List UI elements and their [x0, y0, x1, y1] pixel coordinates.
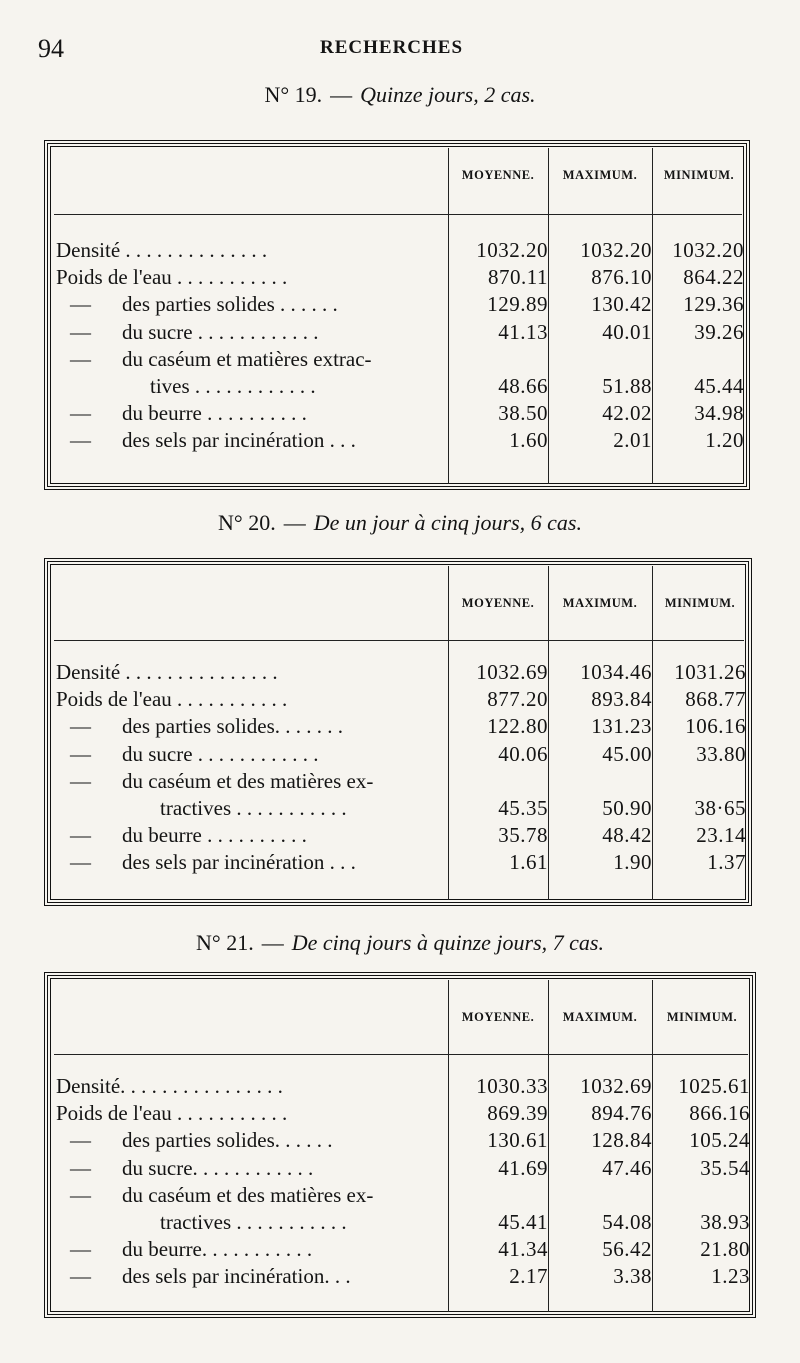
value-minimum: 23.14 [696, 823, 746, 848]
data-table [44, 972, 756, 1318]
table-row [52, 346, 742, 372]
value-maximum: 56.42 [602, 1237, 652, 1262]
value-moyenne: 870.11 [488, 265, 548, 290]
ditto-dash: — [70, 319, 91, 344]
page-number: 94 [38, 34, 64, 63]
value-minimum: 864.22 [683, 265, 744, 290]
row-label: Poids de l'eau . . . . . . . . . . . [56, 1101, 288, 1126]
value-minimum: 1025.61 [678, 1074, 750, 1098]
ditto-dash: — [70, 1182, 91, 1207]
table-row [52, 427, 742, 453]
value-maximum: 130.42 [591, 292, 652, 317]
table-row [52, 795, 744, 821]
caption-dash: — [330, 82, 353, 107]
ditto-dash: — [70, 401, 91, 426]
table-caption [0, 930, 800, 956]
value-moyenne: 40.06 [498, 741, 548, 766]
value-moyenne: 2.17 [509, 1264, 548, 1289]
column-header: MOYENNE. [461, 1010, 535, 1024]
table-caption [0, 82, 800, 108]
table-row [52, 1100, 748, 1126]
header-rule [54, 1054, 748, 1055]
value-minimum: 39.26 [694, 319, 744, 344]
value-moyenne: 130.61 [487, 1128, 548, 1153]
value-maximum: 48.42 [602, 823, 652, 848]
value-maximum: 51.88 [602, 374, 652, 398]
value-minimum: 1.23 [711, 1264, 750, 1289]
value-moyenne: 45.41 [498, 1210, 548, 1234]
value-moyenne: 122.80 [487, 714, 548, 739]
table-row [52, 1263, 748, 1289]
table-row [52, 713, 744, 739]
value-minimum: 866.16 [689, 1101, 750, 1126]
row-label: du caséum et des matières ex- [122, 768, 374, 793]
caption-dash: — [283, 510, 306, 535]
value-minimum: 1031.26 [674, 660, 746, 684]
ditto-dash: — [70, 741, 91, 766]
ditto-dash: — [70, 823, 91, 848]
table-row [52, 768, 744, 794]
ditto-dash: — [70, 768, 91, 793]
value-maximum: 876.10 [591, 265, 652, 290]
value-moyenne: 1032.20 [476, 238, 548, 262]
value-minimum: 35.54 [700, 1155, 750, 1180]
ditto-dash: — [70, 850, 91, 875]
ditto-dash: — [70, 1264, 91, 1289]
column-header: MAXIMUM. [562, 1010, 638, 1024]
column-header: MAXIMUM. [562, 168, 638, 182]
table-row [52, 1209, 748, 1235]
table-row [52, 319, 742, 345]
table-description: De un jour à cinq jours, 6 cas. [313, 510, 582, 535]
table-row [52, 373, 742, 399]
value-maximum: 54.08 [602, 1210, 652, 1234]
data-table [44, 140, 750, 490]
table-row [52, 400, 742, 426]
value-minimum: 33.80 [696, 741, 746, 766]
value-maximum: 40.01 [602, 319, 652, 344]
running-head: RECHERCHES [320, 37, 464, 58]
ditto-dash: — [70, 1128, 91, 1153]
value-maximum: 2.01 [613, 428, 652, 453]
ditto-dash: — [70, 714, 91, 739]
value-maximum: 50.90 [602, 796, 652, 820]
value-minimum: 45.44 [694, 374, 744, 398]
header-rule [54, 214, 742, 215]
column-header: MOYENNE. [461, 596, 535, 610]
value-minimum: 34.98 [694, 401, 744, 426]
table-row [52, 1236, 748, 1262]
value-moyenne: 1030.33 [476, 1074, 548, 1098]
column-header: MINIMUM. [666, 1010, 738, 1024]
value-moyenne: 41.34 [498, 1237, 548, 1262]
value-minimum: 38·65 [694, 796, 746, 820]
row-label: des parties solides. . . . . . . [122, 714, 344, 739]
row-label: du beurre . . . . . . . . . . [122, 823, 307, 848]
table-description: De cinq jours à quinze jours, 7 cas. [291, 930, 604, 955]
table-row [52, 849, 744, 875]
row-label: du beurre . . . . . . . . . . [122, 401, 307, 426]
value-maximum: 42.02 [602, 401, 652, 426]
table-row [52, 686, 744, 712]
table-row [52, 1127, 748, 1153]
value-maximum: 3.38 [613, 1264, 652, 1289]
value-minimum: 1.20 [705, 428, 744, 453]
data-table [44, 558, 752, 906]
table-row [52, 1155, 748, 1181]
table-row [52, 1073, 748, 1099]
value-maximum: 1032.69 [580, 1074, 652, 1098]
ditto-dash: — [70, 1237, 91, 1262]
row-label: du beurre. . . . . . . . . . . [122, 1237, 313, 1262]
row-label: tives . . . . . . . . . . . . [150, 374, 316, 398]
value-minimum: 868.77 [685, 687, 746, 712]
row-label: du caséum et matières extrac- [122, 346, 372, 371]
row-label: du sucre . . . . . . . . . . . . [122, 741, 319, 766]
value-moyenne: 41.69 [498, 1155, 548, 1180]
table-number: N° 20. [218, 510, 276, 535]
header-rule [54, 640, 744, 641]
value-maximum: 1.90 [613, 850, 652, 875]
ditto-dash: — [70, 1155, 91, 1180]
table-row [52, 1182, 748, 1208]
ditto-dash: — [70, 346, 91, 371]
column-header: MOYENNE. [461, 168, 535, 182]
row-label: du caséum et des matières ex- [122, 1182, 374, 1207]
row-label: du sucre . . . . . . . . . . . . [122, 319, 319, 344]
row-label: Poids de l'eau . . . . . . . . . . . [56, 687, 288, 712]
ditto-dash: — [70, 292, 91, 317]
value-minimum: 38.93 [700, 1210, 750, 1234]
value-minimum: 129.36 [683, 292, 744, 317]
table-number: N° 19. [264, 82, 323, 107]
value-moyenne: 48.66 [498, 374, 548, 398]
value-minimum: 106.16 [685, 714, 746, 739]
caption-dash: — [261, 930, 284, 955]
value-moyenne: 129.89 [487, 292, 548, 317]
value-minimum: 105.24 [689, 1128, 750, 1153]
value-minimum: 21.80 [700, 1237, 750, 1262]
ditto-dash: — [70, 428, 91, 453]
table-row [52, 237, 742, 263]
value-maximum: 128.84 [591, 1128, 652, 1153]
row-label: Poids de l'eau . . . . . . . . . . . [56, 265, 288, 290]
row-label: des sels par incinération . . . [122, 850, 356, 875]
row-label: Densité . . . . . . . . . . . . . . . [56, 660, 278, 684]
value-maximum: 47.46 [602, 1155, 652, 1180]
value-minimum: 1032.20 [672, 238, 744, 262]
table-number: N° 21. [196, 930, 254, 955]
row-label: des parties solides. . . . . . [122, 1128, 333, 1153]
value-moyenne: 45.35 [498, 796, 548, 820]
row-label: tractives . . . . . . . . . . . [160, 1210, 347, 1234]
table-row [52, 659, 744, 685]
table-description: Quinze jours, 2 cas. [360, 82, 536, 107]
column-header: MINIMUM. [663, 168, 735, 182]
column-header: MINIMUM. [664, 596, 736, 610]
value-moyenne: 38.50 [498, 401, 548, 426]
row-label: du sucre. . . . . . . . . . . . [122, 1155, 314, 1180]
value-maximum: 131.23 [591, 714, 652, 739]
row-label: Densité . . . . . . . . . . . . . . [56, 238, 268, 262]
value-moyenne: 1032.69 [476, 660, 548, 684]
table-row [52, 822, 744, 848]
value-minimum: 1.37 [707, 850, 746, 875]
row-label: des sels par incinération . . . [122, 428, 356, 453]
value-moyenne: 877.20 [487, 687, 548, 712]
table-caption [0, 510, 800, 536]
value-maximum: 1032.20 [580, 238, 652, 262]
value-moyenne: 41.13 [498, 319, 548, 344]
column-header: MAXIMUM. [562, 596, 638, 610]
table-row [52, 264, 742, 290]
value-moyenne: 1.61 [509, 850, 548, 875]
value-maximum: 893.84 [591, 687, 652, 712]
value-moyenne: 1.60 [509, 428, 548, 453]
value-maximum: 1034.46 [580, 660, 652, 684]
value-maximum: 894.76 [591, 1101, 652, 1126]
value-moyenne: 869.39 [487, 1101, 548, 1126]
row-label: Densité. . . . . . . . . . . . . . . . [56, 1074, 283, 1098]
value-maximum: 45.00 [602, 741, 652, 766]
row-label: des parties solides . . . . . . [122, 292, 338, 317]
row-label: des sels par incinération. . . [122, 1264, 351, 1289]
value-moyenne: 35.78 [498, 823, 548, 848]
row-label: tractives . . . . . . . . . . . [160, 796, 347, 820]
table-row [52, 291, 742, 317]
table-row [52, 741, 744, 767]
